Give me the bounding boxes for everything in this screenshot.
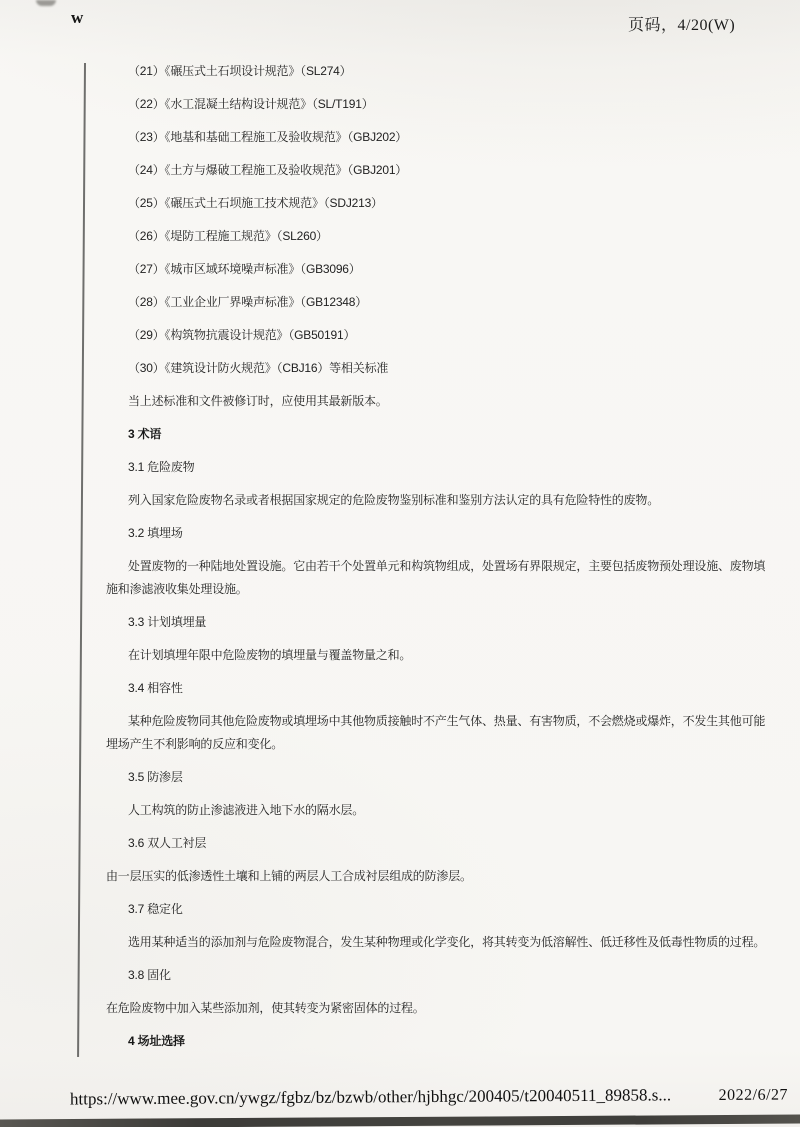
term-body-line: 施和渗滤液收集处理设施。 (106, 582, 248, 596)
document-body (106, 60, 766, 1063)
revision-note: 当上述标准和文件被修订时，应使用其最新版本。 (128, 394, 388, 408)
scan-corner-smudge (36, 0, 56, 6)
standard-item: （21）《碾压式土石坝设计规范》（SL274） (128, 64, 352, 78)
term-title: 3.1 危险废物 (128, 460, 195, 474)
scan-edge-line (77, 63, 86, 1057)
term-body: 人工构筑的防止渗滤液进入地下水的隔水层。 (128, 803, 365, 817)
print-footer (70, 1084, 788, 1109)
term-title: 3.5 防渗层 (128, 770, 183, 784)
scan-bottom-edge (0, 1115, 800, 1127)
term-body: 选用某种适当的添加剂与危险废物混合，发生某种物理或化学变化，将其转变为低溶解性、低迁移性及低毒性物质的过程。 (128, 935, 766, 949)
standard-item: （25）《碾压式土石坝施工技术规范》（SDJ213） (128, 196, 383, 210)
standard-item: （23）《地基和基础工程施工及验收规范》（GBJ202） (128, 130, 408, 144)
term-title: 3.4 相容性 (128, 681, 183, 695)
term-title: 3.2 填埋场 (128, 526, 183, 540)
standard-item: （24）《土方与爆破工程施工及验收规范》（GBJ201） (128, 163, 408, 177)
term-body-line: 某种危险废物同其他危险废物或填埋场中其他物质接触时不产生气体、热量、有害物质，不会燃烧或爆炸，不发生其他可能 (128, 714, 766, 728)
term-body: 列入国家危险废物名录或者根据国家规定的危险废物鉴别标准和鉴别方法认定的具有危险特性的废物。 (128, 493, 660, 507)
term-title: 3.8 固化 (128, 968, 171, 982)
term-title: 3.3 计划填埋量 (128, 615, 207, 629)
standard-item: （28）《工业企业厂界噪声标准》（GB12348） (128, 295, 368, 309)
section-heading-site-selection: 4 场址选择 (128, 1034, 185, 1048)
term-body: 在计划填埋年限中危险废物的填埋量与覆盖物量之和。 (128, 648, 412, 662)
term-title: 3.7 稳定化 (128, 902, 183, 916)
standard-item: （30）《建筑设计防火规范》（CBJ16）等相关标准 (128, 361, 389, 375)
standard-item: （26）《堤防工程施工规范》（SL260） (128, 229, 328, 243)
corner-watermark: w (71, 8, 84, 27)
footer-date: 2022/6/27 (718, 1086, 789, 1104)
page-number-label: 页码，4/20(W) (628, 17, 736, 34)
standard-item: （27）《城市区域环境噪声标准》（GB3096） (128, 262, 361, 276)
term-body-line: 埋场产生不利影响的反应和变化。 (106, 737, 284, 751)
term-body: 由一层压实的低渗透性土壤和上铺的两层人工合成衬层组成的防渗层。 (106, 869, 472, 883)
section-heading-terms: 3 术语 (128, 427, 162, 441)
term-title: 3.6 双人工衬层 (128, 836, 207, 850)
footer-url: https://www.mee.gov.cn/ywgz/fgbz/bz/bzwb/other/hjbhgc/200405/t20040511_89858.s... (69, 1085, 672, 1109)
standard-item: （22）《水工混凝土结构设计规范》（SL/T191） (128, 97, 374, 111)
term-body: 在危险废物中加入某些添加剂，使其转变为紧密固体的过程。 (106, 1001, 425, 1015)
term-body-line: 处置废物的一种陆地处置设施。它由若干个处置单元和构筑物组成，处置场有界限规定，主要包括废物预处理设施、废物填 (128, 559, 766, 573)
standard-item: （29）《构筑物抗震设计规范》（GB50191） (128, 328, 356, 342)
